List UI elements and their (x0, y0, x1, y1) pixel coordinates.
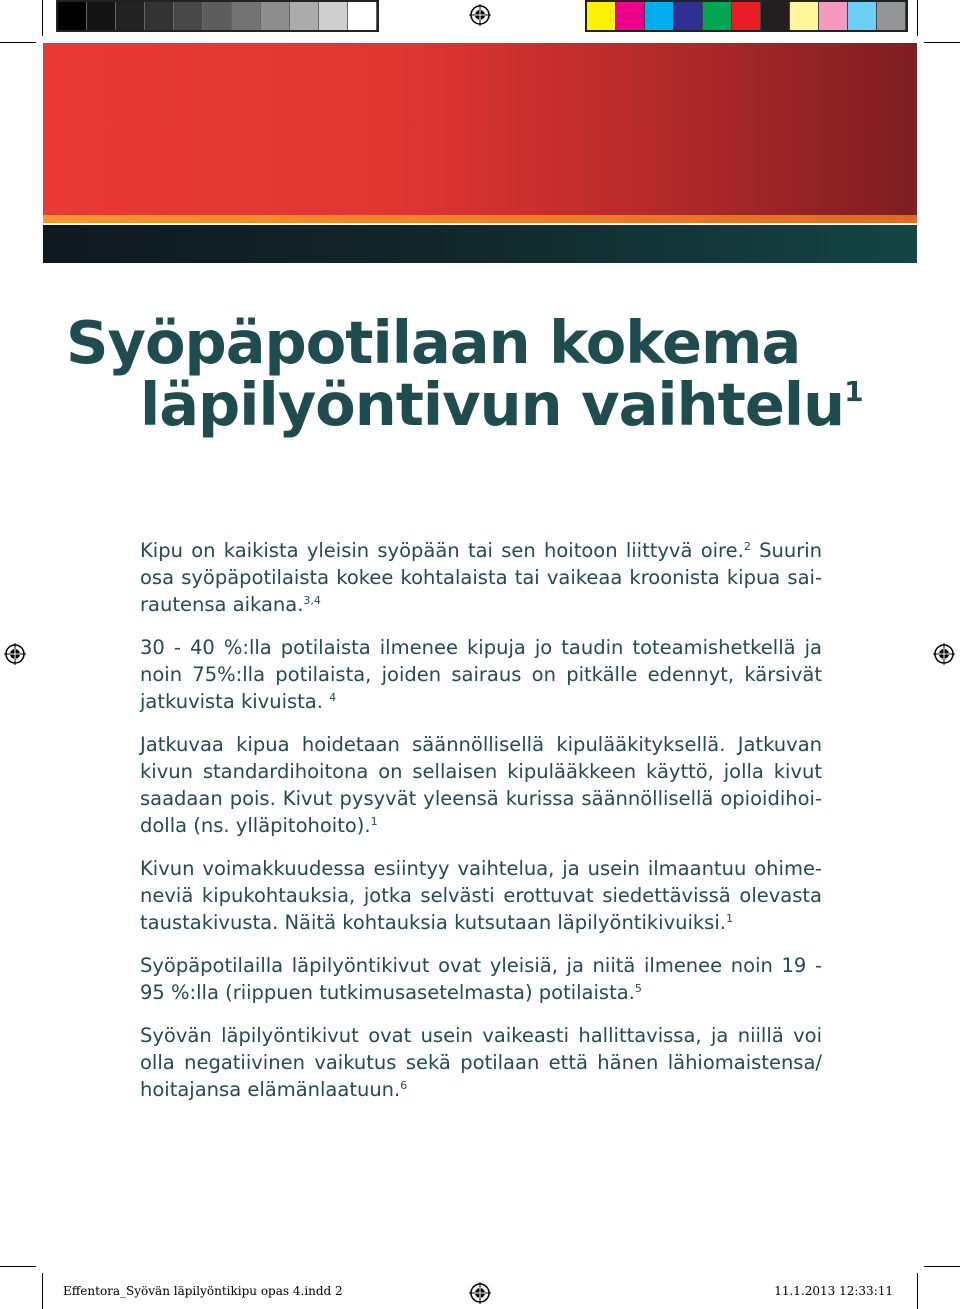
title-footnote-ref: 1 (844, 375, 863, 408)
paragraph-1 (140, 537, 822, 618)
paragraph-text: Suurin osa syöpäpotilaista kokee kohtalaista tai vaikeaa kroonista kipua sairautensa aikana. (140, 539, 822, 616)
color-swatch-1 (587, 2, 616, 30)
paragraph-6 (140, 1022, 822, 1103)
registration-mark-icon (933, 643, 955, 665)
color-swatch-3 (645, 2, 674, 30)
color-swatch-5 (703, 2, 732, 30)
gray-swatch-9 (290, 2, 319, 30)
color-swatch-7 (761, 2, 790, 30)
footnote-ref: 2 (743, 540, 751, 553)
color-swatch-4 (674, 2, 703, 30)
crop-mark-icon (0, 42, 36, 43)
banner-orange-stripe (43, 215, 917, 223)
footnote-ref: 1 (725, 912, 733, 925)
banner-red-band (43, 43, 917, 215)
footnote-ref: 6 (400, 1079, 408, 1092)
gray-swatch-11 (348, 2, 377, 30)
color-swatch-8 (790, 2, 819, 30)
paragraph-3 (140, 731, 822, 839)
registration-mark-icon (4, 643, 26, 665)
gray-swatch-2 (87, 2, 116, 30)
color-swatch-9 (819, 2, 848, 30)
gray-swatch-7 (232, 2, 261, 30)
crop-mark-icon (917, 1273, 918, 1309)
page-title-line-2-text: läpilyöntivun vaihtelu (140, 370, 845, 439)
paragraph-4 (140, 855, 822, 936)
color-swatch-11 (877, 2, 906, 30)
gray-swatch-8 (261, 2, 290, 30)
paragraph-text: Syöpäpotilailla läpilyöntikivut ovat yleisiä, ja niitä ilmenee noin 19 - 95 %:lla (riippuen tutkimusasetelmasta) potilaista. (140, 954, 822, 1004)
page-title-line-2 (66, 370, 863, 439)
footnote-ref: 1 (370, 815, 378, 828)
banner-teal-band (43, 225, 917, 263)
crop-mark-icon (42, 1273, 43, 1309)
gray-swatch-10 (319, 2, 348, 30)
gray-swatch-3 (116, 2, 145, 30)
gray-swatch-5 (174, 2, 203, 30)
gray-calibration-bar (56, 0, 379, 32)
paragraph-text: Kivun voimakkuudessa esiintyy vaihtelua, ja usein ilmaantuu ohimeneviä kipukohtauksia, jotka selvästi erottuvat siedettävissä olevasta taustakivusta. Näitä kohtauksia kutsutaan läpilyöntikivuiksi. (140, 857, 822, 934)
paragraph-text: Kipu on kaikista yleisin syöpään tai sen hoitoon liittyvä oire. (140, 539, 744, 562)
crop-mark-icon (924, 42, 960, 43)
print-slug (63, 1284, 893, 1302)
header-banner (43, 43, 917, 263)
paragraph-text: Syövän läpilyöntikivut ovat usein vaikeasti hallittavissa, ja niillä voi olla negatiivinen vaikutus sekä potilaan että hänen lähiomaistensa/ hoitajansa elämänlaatuun. (140, 1024, 822, 1101)
slug-filename: Effentora_Syövän läpilyöntikipu opas 4.indd 2 (63, 1284, 343, 1298)
crop-mark-icon (42, 0, 43, 36)
crop-mark-icon (924, 1266, 960, 1267)
color-swatch-2 (616, 2, 645, 30)
paragraph-text: 30 - 40 %:lla potilaista ilmenee kipuja jo taudin toteamishetkellä ja noin 75%:lla potilaista, joiden sairaus on pitkälle edennyt, kärsivät jatkuvista kivuista. (140, 636, 822, 713)
footnote-ref: 4 (329, 691, 337, 704)
body-text (140, 537, 822, 1119)
gray-swatch-1 (58, 2, 87, 30)
color-swatch-10 (848, 2, 877, 30)
page-title-line-1: Syöpäpotilaan kokema (66, 308, 801, 377)
footnote-ref: 5 (634, 982, 642, 995)
paragraph-text: Jatkuvaa kipua hoidetaan säännöllisellä kipulääkityksellä. Jatkuvan kivun standardihoitona on sellaisen kipulääkkeen käyttö, jolla kivut saadaan pois. Kivut pysyvät yleensä kurissa säännöllisellä opioidihoidolla (ns. ylläpitohoito). (140, 733, 822, 837)
registration-mark-icon (469, 4, 491, 26)
color-calibration-bar (585, 0, 908, 32)
crop-mark-icon (0, 1266, 36, 1267)
color-swatch-6 (732, 2, 761, 30)
paragraph-5 (140, 952, 822, 1006)
slug-timestamp: 11.1.2013 12:33:11 (774, 1284, 893, 1298)
paragraph-2 (140, 634, 822, 715)
gray-swatch-6 (203, 2, 232, 30)
gray-swatch-4 (145, 2, 174, 30)
crop-mark-icon (917, 0, 918, 36)
footnote-ref: 3,4 (303, 594, 321, 607)
page-title (66, 308, 863, 439)
